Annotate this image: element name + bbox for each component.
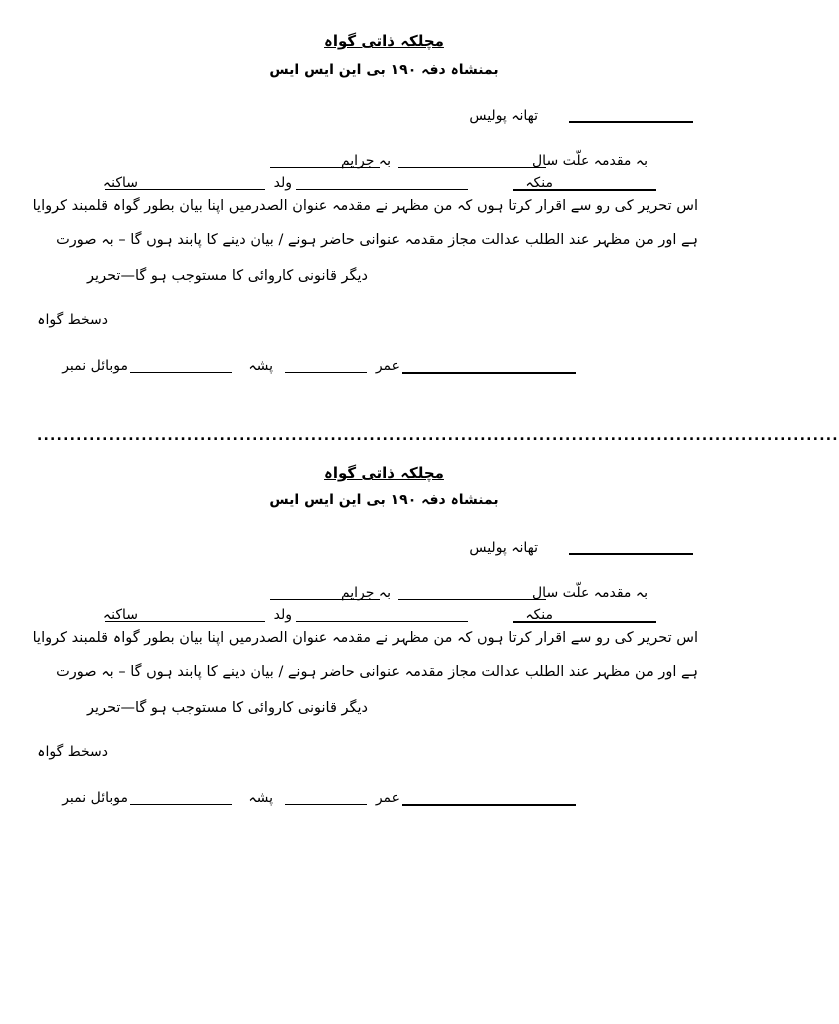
age-field[interactable]	[285, 372, 367, 373]
para-line-3: دیگر قانونی کاروائی کا مستوجب ہو گا—تحریر	[87, 268, 368, 284]
father-name-field[interactable]	[296, 621, 468, 622]
age-value-field[interactable]	[402, 372, 576, 374]
crimes-field[interactable]	[270, 167, 380, 168]
age-value-field[interactable]	[402, 804, 576, 806]
age-field[interactable]	[285, 804, 367, 805]
para-line-2: ہے اور من مظہر عند الطلب عدالت مجاز مقدمہ عنوانی حاضر ہونے / بیان دینے کا پابند ہوں گا – بہ صورت	[56, 232, 698, 248]
mobile-label: موبائل نمبر	[62, 358, 128, 374]
name-field[interactable]	[513, 189, 656, 191]
police-station-label: تھانہ پولیس	[469, 108, 538, 124]
para-line-1: اس تحریر کی رو سے اقرار کرتا ہوں کہ من مظہر نے مقدمہ عنوان الصدرمیں اپنا بیان بطور گواہ قلمبند کروایا	[32, 198, 698, 214]
signature-label: دسخط گواہ	[37, 744, 108, 760]
para-line-1: اس تحریر کی رو سے اقرار کرتا ہوں کہ من مظہر نے مقدمہ عنوان الصدرمیں اپنا بیان بطور گواہ قلمبند کروایا	[32, 630, 698, 646]
case-year-field[interactable]	[398, 167, 546, 168]
para-line-2: ہے اور من مظہر عند الطلب عدالت مجاز مقدمہ عنوانی حاضر ہونے / بیان دینے کا پابند ہوں گا – بہ صورت	[56, 664, 698, 680]
profession-field[interactable]	[130, 804, 232, 805]
mobile-label: موبائل نمبر	[62, 790, 128, 806]
form-title: مچلکہ ذاتی گواہ	[324, 32, 444, 50]
wald-label: ولد	[273, 175, 292, 191]
case-year-field[interactable]	[398, 599, 546, 600]
police-station-label: تھانہ پولیس	[469, 540, 538, 556]
mankay-label: منکہ	[525, 175, 553, 191]
police-station-field[interactable]	[569, 121, 693, 123]
mankay-label: منکہ	[525, 607, 553, 623]
form-subtitle: بمنشاہ دفہ ۱۹۰ بی این ایس ایس	[269, 62, 499, 78]
form-title: مچلکہ ذاتی گواہ	[324, 464, 444, 482]
profession-label: پشہ	[248, 790, 273, 806]
para-line-3: دیگر قانونی کاروائی کا مستوجب ہو گا—تحریر	[87, 700, 368, 716]
crimes-label: بہ جرایم	[340, 585, 391, 601]
age-label: عمر	[375, 790, 400, 806]
profession-field[interactable]	[130, 372, 232, 373]
profession-label: پشہ	[248, 358, 273, 374]
wald-label: ولد	[273, 607, 292, 623]
saken-label: ساکنہ	[102, 175, 138, 191]
name-field[interactable]	[513, 621, 656, 623]
father-name-field[interactable]	[296, 189, 468, 190]
police-station-field[interactable]	[569, 553, 693, 555]
saken-label: ساکنہ	[102, 607, 138, 623]
case-label: بہ مقدمہ علّت سال	[532, 585, 648, 601]
witness-bond-form-2	[0, 432, 768, 832]
cut-divider: ...........................................................................................................................	[37, 428, 839, 444]
case-label: بہ مقدمہ علّت سال	[532, 153, 648, 169]
witness-bond-form-1	[0, 0, 768, 400]
form-subtitle: بمنشاہ دفہ ۱۹۰ بی این ایس ایس	[269, 492, 499, 508]
signature-label: دسخط گواہ	[37, 312, 108, 328]
crimes-label: بہ جرایم	[340, 153, 391, 169]
crimes-field[interactable]	[270, 599, 380, 600]
age-label: عمر	[375, 358, 400, 374]
